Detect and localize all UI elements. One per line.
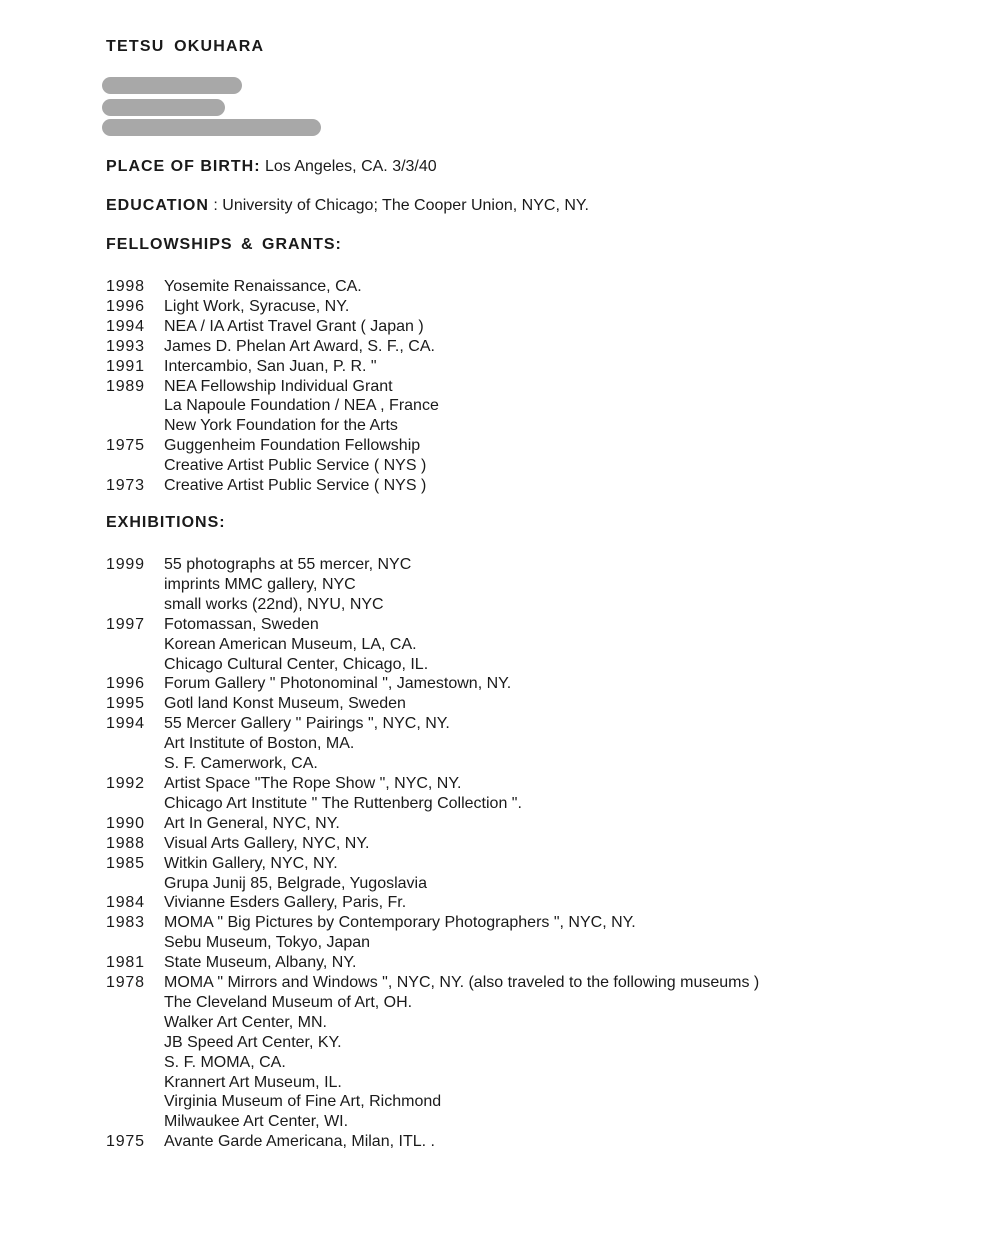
fellowship-entry-year: 1998 [106,278,145,295]
exhibition-entry-line: 55 Mercer Gallery " Pairings ", NYC, NY. [164,715,450,733]
exhibition-entry-line: Chicago Art Institute " The Ruttenberg Collection ". [164,794,522,812]
fellowship-entry-line: Light Work, Syracuse, NY. [164,297,350,315]
fellowship-entry-year: 1989 [106,377,145,395]
fellowship-entry-line: La Napoule Foundation / NEA , France [164,397,439,415]
exhibition-entry-year: 1978 [106,974,145,992]
exhibition-entry-details [164,834,369,854]
exhibition-entry-line: Vivianne Esders Gallery, Paris, Fr. [164,894,407,912]
exhibition-entry [106,1132,759,1152]
exhibition-entry [106,674,759,694]
exhibition-entry [106,834,759,854]
fellowship-entry-year: 1973 [106,477,145,495]
fellowship-entry [106,436,439,476]
redacted-line [102,99,225,116]
exhibition-entry-line: 55 photographs at 55 mercer, NYC [164,556,412,573]
fellowship-entry-line: Yosemite Renaissance, CA. [164,278,362,295]
fellowship-entry [106,317,439,337]
place-of-birth-label: PLACE OF BIRTH: [106,158,261,175]
exhibition-entry-line: Grupa Junij 85, Belgrade, Yugoslavia [164,874,427,892]
fellowship-entry-line: Creative Artist Public Service ( NYS ) [164,477,427,495]
exhibition-entry-details [164,615,428,675]
exhibition-entry-line: Artist Space "The Rope Show ", NYC, NY. [164,774,462,792]
exhibition-entry [106,694,759,714]
exhibition-entry [106,973,759,1132]
exhibition-entry-details [164,913,636,953]
exhibition-entry-line: Forum Gallery " Photonominal ", Jamestown, NY. [164,675,512,693]
fellowship-entry-details [164,436,426,476]
fellowship-entry-year: 1994 [106,317,145,335]
exhibition-entry [106,555,759,615]
exhibition-entry-line: Avante Garde Americana, Milan, ITL. . [164,1133,435,1151]
fellowship-entry-year: 1975 [106,437,145,455]
exhibition-entry-line: Witkin Gallery, NYC, NY. [164,854,338,872]
exhibition-entry-line: Sebu Museum, Tokyo, Japan [164,934,371,952]
exhibition-entry-year: 1999 [106,556,145,573]
exhibition-entry [106,814,759,834]
exhibition-entry [106,714,759,774]
fellowship-entry [106,277,439,297]
exhibition-entry-year: 1995 [106,695,145,713]
exhibition-entry-details [164,714,450,774]
exhibition-entry-line: State Museum, Albany, NY. [164,954,357,972]
fellowship-entry [106,476,439,496]
place-of-birth [106,158,437,176]
education [106,197,589,215]
exhibition-entry-details [164,1132,435,1152]
exhibition-entry-line: Visual Arts Gallery, NYC, NY. [164,834,370,852]
exhibition-entry-details [164,694,406,714]
exhibition-entry [106,854,759,894]
fellowship-entry [106,377,439,437]
exhibitions-heading: EXHIBITIONS: [106,514,226,531]
exhibition-entry-line: Fotomassan, Sweden [164,615,319,633]
exhibition-entry-line: The Cleveland Museum of Art, OH. [164,993,413,1011]
fellowship-entry-year: 1991 [106,357,145,375]
exhibition-entry-line: small works (22nd), NYU, NYC [164,595,384,613]
exhibition-entry-details [164,674,511,694]
exhibition-entry-details [164,774,522,814]
exhibition-entry [106,774,759,814]
redacted-line [102,119,321,136]
fellowship-entry [106,337,439,357]
fellowship-entry-details [164,317,424,337]
education-label: EDUCATION [106,197,209,214]
fellowship-entry [106,297,439,317]
exhibition-entry-year: 1994 [106,715,145,733]
fellowship-entry-details [164,337,435,357]
exhibition-entry-details [164,973,759,1132]
fellowship-entry-details [164,476,426,496]
fellowship-entry-line: NEA / IA Artist Travel Grant ( Japan ) [164,317,424,335]
fellowship-entry [106,357,439,377]
exhibition-entry-year: 1996 [106,675,145,693]
exhibition-entry-year: 1997 [106,615,145,633]
exhibition-entry-year: 1990 [106,814,145,832]
fellowship-entry-line: Creative Artist Public Service ( NYS ) [164,457,427,475]
exhibition-entry-year: 1981 [106,954,145,972]
exhibition-entry-line: Krannert Art Museum, IL. [164,1073,342,1091]
exhibition-entry-details [164,953,356,973]
exhibition-entry-year: 1988 [106,834,145,852]
exhibition-entry-line: Walker Art Center, MN. [164,1013,327,1031]
exhibition-entry-line: MOMA " Big Pictures by Contemporary Photographers ", NYC, NY. [164,914,636,932]
fellowship-entry-details [164,377,439,437]
exhibition-entry-details [164,854,427,894]
exhibition-entry-year: 1984 [106,894,145,912]
fellowship-entry-details [164,277,362,297]
fellowship-entry-line: Guggenheim Foundation Fellowship [164,437,421,455]
exhibition-entry-year: 1975 [106,1133,145,1151]
exhibition-entry-details [164,814,340,834]
artist-name: TETSU OKUHARA [106,38,265,55]
exhibition-entry [106,615,759,675]
fellowship-entry-line: NEA Fellowship Individual Grant [164,377,393,395]
exhibition-entry-line: JB Speed Art Center, KY. [164,1033,342,1051]
education-value: : University of Chicago; The Cooper Union, NYC, NY. [213,197,589,214]
fellowship-entry-details [164,297,349,317]
exhibition-entry [106,953,759,973]
exhibition-entry [106,893,759,913]
exhibition-entry-line: Chicago Cultural Center, Chicago, IL. [164,655,429,673]
exhibition-entry-line: S. F. Camerwork, CA. [164,755,318,773]
exhibition-entry-details [164,893,406,913]
redacted-line [102,77,242,94]
exhibition-entry-line: Art In General, NYC, NY. [164,814,340,832]
exhibition-entry-line: Milwaukee Art Center, WI. [164,1113,349,1131]
fellowship-entry-year: 1993 [106,337,145,355]
exhibition-entry-line: Korean American Museum, LA, CA. [164,635,417,653]
fellowships-heading: FELLOWSHIPS & GRANTS: [106,236,342,253]
exhibition-entry-line: Gotl land Konst Museum, Sweden [164,695,406,713]
exhibitions-list [106,555,759,1152]
exhibition-entry-details [164,555,411,615]
fellowship-entry-line: Intercambio, San Juan, P. R. " [164,357,377,375]
exhibition-entry-year: 1992 [106,774,145,792]
exhibition-entry-year: 1985 [106,854,145,872]
exhibition-entry-line: MOMA " Mirrors and Windows ", NYC, NY. (also traveled to the following museums ) [164,974,760,992]
exhibition-entry [106,913,759,953]
exhibition-entry-line: Virginia Museum of Fine Art, Richmond [164,1093,442,1111]
exhibition-entry-line: S. F. MOMA, CA. [164,1053,286,1071]
fellowship-entry-year: 1996 [106,297,145,315]
place-of-birth-value: Los Angeles, CA. 3/3/40 [265,158,437,175]
exhibition-entry-line: imprints MMC gallery, NYC [164,575,356,593]
fellowship-entry-line: New York Foundation for the Arts [164,417,398,435]
fellowship-entry-details [164,357,377,377]
exhibition-entry-line: Art Institute of Boston, MA. [164,735,355,753]
fellowships-list [106,277,439,496]
fellowship-entry-line: James D. Phelan Art Award, S. F., CA. [164,337,435,355]
exhibition-entry-year: 1983 [106,914,145,932]
